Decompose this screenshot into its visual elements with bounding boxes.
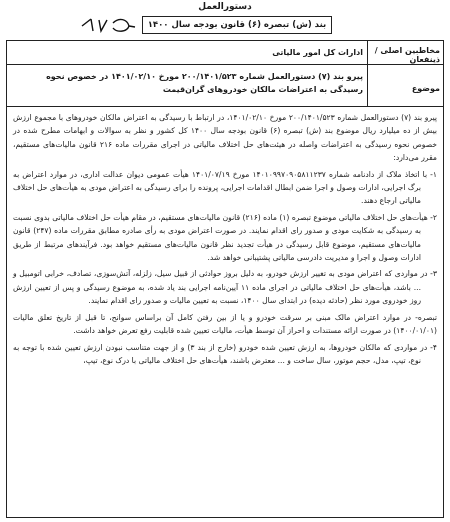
subject-label-text: موضوع (411, 84, 440, 93)
intro-paragraph: پیرو بند (۷) دستورالعمل شماره ۲۰۰/۱۴۰۱/۵۲۳ مورخ ۱۴۰۱/۰۲/۱۰، در ارتباط با رسیدگی به اعتراض مالکان خودروهای با مجموع ارزش بیش از ده میلیارد ریال موضوع بند (ش) تبصره (۶) قانون بودجه سال ۱۴۰۰ کل کشور و نظر به سوالات و ابهامات مطرح شده در خصوص نحوه رسیدگی به اعتراضات واصله در هیئت‌های حل اختلاف مالیاتی در اجرای مقررات ماده ۲۱۶ قانون مالیات‌های مستقیم، مقرر می‌دارد: (13, 113, 437, 163)
recipients-value: ادارات کل امور مالیاتی (272, 48, 363, 57)
reference-row (6, 14, 442, 38)
recipients-label: مخاطبین اصلی / ذینفعان (367, 41, 443, 64)
recipients-row (7, 41, 443, 65)
subject-value: پیرو بند (۷) دستورالعمل شماره ۲۰۰/۱۴۰۱/۵۲۳ مورخ ۱۴۰۱/۰۲/۱۰ در خصوص نحوه رسیدگی به اعتراضات مالکان خودروهای گران‌قیمت (46, 72, 363, 94)
subject-label (367, 65, 443, 106)
body-note: تبصره- در موارد اعتراض مالک مبنی بر سرقت خودرو و یا از بین رفتن کامل آن براساس سوانح، تا قبل از تاریخ تعلق مالیات (۱۴۰۰/۰۱/۰۱) در صورت ارائه مستندات و احراز آن توسط هیأت، مالیات تعیین شده قابلیت رفع تعرض خواهد داشت. (13, 312, 437, 336)
document-title: دستورالعمل (198, 2, 252, 12)
subject-row (7, 65, 443, 107)
reference-box: بند (ش) تبصره (۶) قانون بودجه سال ۱۴۰۰ (142, 16, 332, 34)
body-item-1: ۱- با اتخاذ ملاک از دادنامه شماره ۱۴۰۱۰۹۹۷۰۹۰۵۸۱۱۲۳۷ مورخ ۱۴۰۱/۰۷/۱۹ هیأت عمومی دیوان عدالت اداری، در موارد اعتراض به برگ اجرایی، ادارات وصول و اجرا ضمن ابطال اقدامات اجرایی، پرونده را برای رسیدگی به اعتراض مودی به هیأت‌های حل اختلاف مالیاتی ارجاع دهند. (13, 169, 437, 206)
handwritten-stamp-icon (77, 14, 137, 36)
body-item-4: ۴- در مواردی که مالکان خودروها، به ارزش تعیین شده خودرو (خارج از بند ۳) و از جهت متناسب نبودن ارزش تعیین شده با توجه به نوع، تیپ، مدل، حجم موتور، سال ساخت و ... معترض باشند، هیأت‌های حل اختلاف مالیاتی با درک نوع، تیپ، (13, 342, 437, 365)
body-item-2: ۲- هیأت‌های حل اختلاف مالیاتی موضوع تبصره (۱) ماده (۲۱۶) قانون مالیات‌های مستقیم، در مقام هیأت حل اختلاف مالیاتی بدوی نسبت به رسیدگی به شکایت مودی و صدور رای اقدام نمایند. در صورت اعتراض مودی به رأی صادره مطابق مقررات ماده (۲۴۷) قانون مالیات‌های مستقیم، موضوع قابل رسیدگی در هیأت تجدید نظر قانون مالیات‌های مستقیم خواهد بود. فرآیندهای مرتبط از طریق ادارات وصول و اجرا و مدیریت دادرسی مالیاتی پشتیبانی خواهد شد. (13, 212, 438, 263)
document-body (13, 111, 437, 370)
document-frame (6, 40, 444, 518)
body-item-3: ۳- در مواردی که اعتراض مودی به تغییر ارزش خودرو، به دلیل بروز حوادثی از قبیل سیل، زلزله، آتش‌سوزی، تصادف، خرابی اتومبیل و ... باشد، هیأت‌های حل اختلاف مالیاتی در اجرای ماده ۱۱ آیین‌نامه اجرایی بند یاد شده، به موضوع رسیدگی و پس از تعیین ارزش روز خودروی مورد نظر (حادثه دیده) در ابتدای سال ۱۴۰۰، نسبت به تعیین مالیات و صدور رای اقدام نمایند. (13, 269, 437, 306)
